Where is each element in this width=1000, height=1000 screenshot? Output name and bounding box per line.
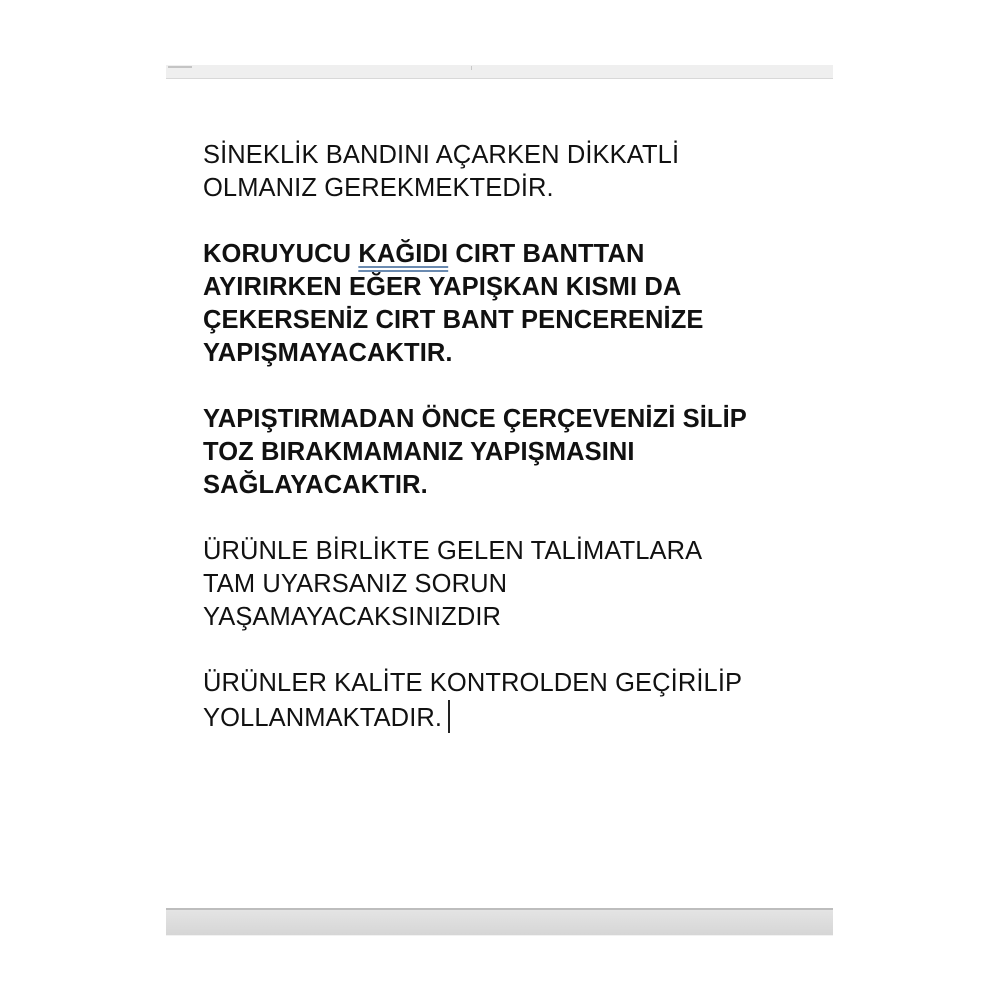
text-line: YAPIŞMAYACAKTIR. bbox=[203, 339, 453, 367]
spellcheck-flagged-word[interactable]: KAĞIDI bbox=[358, 240, 449, 268]
text-span: CIRT BANTTAN bbox=[448, 240, 645, 268]
text-line: YAPIŞTIRMADAN ÖNCE ÇERÇEVENİZİ SİLİP bbox=[203, 405, 747, 433]
text-line bbox=[203, 238, 823, 271]
text-line: TOZ BIRAKMAMANIZ YAPIŞMASINI bbox=[203, 438, 635, 466]
text-cursor bbox=[448, 700, 450, 733]
text-line: TAM UYARSANIZ SORUN bbox=[203, 570, 508, 598]
text-line: OLMANIZ GEREKMEKTEDİR. bbox=[203, 174, 554, 202]
paragraph-warning-intro bbox=[203, 139, 823, 205]
text-line bbox=[203, 700, 823, 735]
bottom-page-boundary-bar bbox=[166, 908, 833, 936]
paragraph-instructions bbox=[203, 535, 823, 634]
text-line: YAŞAMAYACAKSINIZDIR bbox=[203, 603, 502, 631]
text-line: SİNEKLİK BANDINI AÇARKEN DİKKATLİ bbox=[203, 141, 680, 169]
text-line: ÜRÜNLE BİRLİKTE GELEN TALİMATLARA bbox=[203, 537, 703, 565]
paragraph-clean-frame bbox=[203, 403, 823, 502]
ruler-marker bbox=[168, 66, 192, 68]
top-page-boundary-bar bbox=[166, 65, 833, 79]
text-line: AYIRIRKEN EĞER YAPIŞKAN KISMI DA bbox=[203, 273, 682, 301]
ruler-tick bbox=[471, 66, 472, 70]
text-line: ÜRÜNLER KALİTE KONTROLDEN GEÇİRİLİP bbox=[203, 669, 743, 697]
text-span: KORUYUCU bbox=[203, 240, 359, 268]
document-body[interactable] bbox=[203, 139, 823, 768]
paragraph-quality-control bbox=[203, 667, 823, 735]
text-span: YOLLANMAKTADIR. bbox=[203, 704, 443, 732]
text-line: SAĞLAYACAKTIR. bbox=[203, 471, 428, 499]
paragraph-protective-paper bbox=[203, 238, 823, 370]
text-line: ÇEKERSENİZ CIRT BANT PENCERENİZE bbox=[203, 306, 704, 334]
